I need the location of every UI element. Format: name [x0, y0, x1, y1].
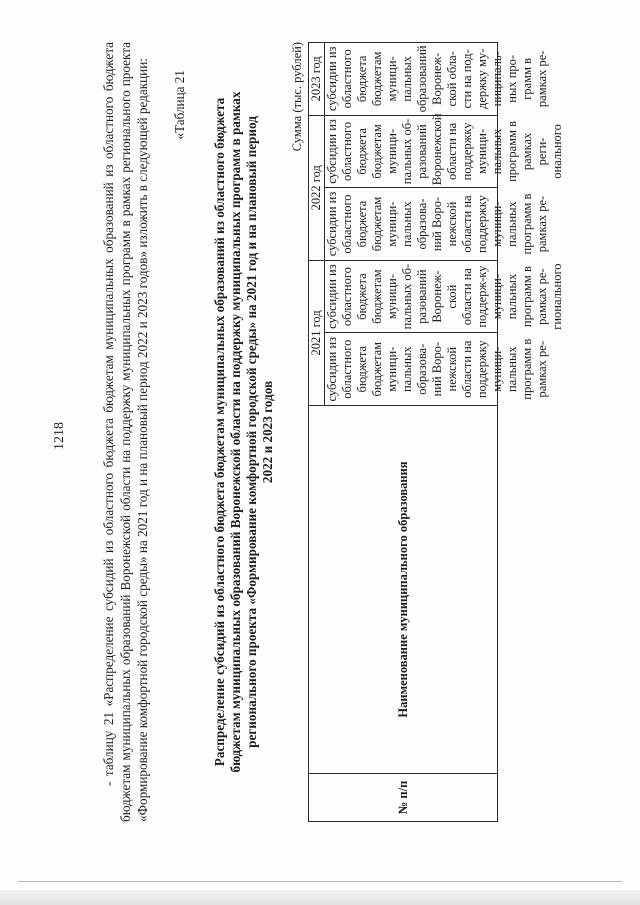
subsidy-column-header: субсидии из областного бюджета бюджетам муници-пальных образова-ний Воро-нежской области на поддержку муници-пальных программ в рамках ре-	[325, 188, 498, 261]
table-label: «Таблица 21	[172, 70, 187, 140]
column-header-name: Наименование муниципального образования	[309, 406, 498, 774]
title-line: бюджетам муниципальных образований Воронежской области на поддержку муниципальных программ в рамках	[228, 91, 243, 773]
subsidy-column-header: субсидии из областного бюджета бюджетам муници-пальных об-разований Воронежской области на поддержку муници-пальных программ в рамках реги-онального	[325, 115, 498, 188]
subsidy-table	[308, 42, 564, 822]
rotated-page-content	[100, 42, 580, 822]
scan-edge-shadow	[0, 890, 640, 905]
intro-paragraph: - таблицу 21 «Распределение субсидий из областного бюджета бюджетам муниципальных образований из областного бюджета бюджетам муниципальных образований Воронежской области на поддержку муниципальных программ в рамках регионального проекта «Формирование комфортной городской среды» на 2021 год и на плановый период 2022 и 2023 годов» изложить в следующей редакции:	[101, 42, 150, 822]
year-header-2021: 2021 год	[309, 260, 325, 405]
year-header-2023: 2023 год	[309, 43, 325, 116]
units-label: Сумма (тыс. рублей)	[290, 42, 304, 152]
title-line: регионального проекта «Формирование комфортной городской среды» на 2021 год и на плановый период	[244, 116, 259, 748]
page-number: 1218	[52, 422, 67, 450]
page-bottom-rule	[18, 881, 622, 882]
column-header-number: № п/п	[309, 774, 498, 822]
subsidy-column-header: субсидии из областного бюджета бюджетам муници-пальных образова-ний Воро-нежской области на поддержку муници-пальных программ в рамках ре-	[325, 333, 498, 406]
year-header-2022: 2022 год	[309, 115, 325, 260]
subsidy-column-header: субсидии из областного бюджета бюджетам муници-пальных образований Воронеж-ской обла-сти на под-держку му-ниципаль-ных про-грамм в рамках ре-	[325, 43, 498, 116]
subsidy-column-header: субсидии из областного бюджета бюджетам муници-пальных об-разований Воронеж-ской области на поддерж-ку муници-пальных программ в рамках ре-гионального	[325, 260, 498, 333]
title-line: 2022 и 2023 годов	[260, 380, 275, 484]
title-line: Распределение субсидий из областного бюджета бюджетам муниципальных образований из областного бюджета	[212, 97, 227, 767]
table-title	[212, 42, 276, 822]
